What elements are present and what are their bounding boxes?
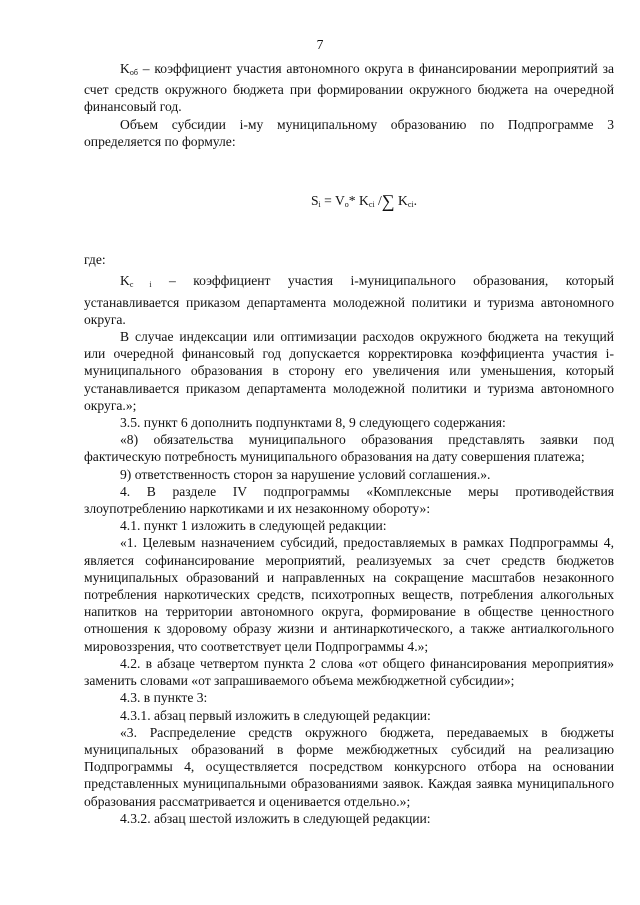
kci-definition-text: – коэффициент участия i-муниципального образования, который устанавливается приказом департамента молодежной политики и туризма автономного округа.: [84, 273, 614, 327]
koeff-definition-text: – коэффициент участия автономного округа в финансировании мероприятий за счет средств окружного бюджета при формировании окружного бюджета на очередной финансовый год.: [84, 61, 614, 115]
paragraph: В случае индексации или оптимизации расходов окружного бюджета на текущий или очередной финансовый год допускается корректировка коэффициента участия i-муниципального образования в сторону его увеличения или уменьшения, который устанавливается приказом департамента молодежной политики и туризма автономного округа.»;: [84, 329, 614, 413]
paragraph: «1. Целевым назначением субсидий, предоставляемых в рамках Подпрограммы 4, является софинансирование мероприятий, реализуемых за счет средств бюджетов муниципальных образований и направленных на сокращение масштабов незаконного потребления наркотических средств, психотропных веществ, потребления алкогольных напитков на территории автономного округа, формирование в обществе ценностного отношения к здоровому образу жизни и антинаркотического, а также антиалкогольного мировоззрения, что соответствует цели Подпрограммы 4.»;: [84, 535, 614, 654]
paragraph: 4.3.1. абзац первый изложить в следующей редакции:: [120, 707, 431, 723]
formula-v-sub: o: [344, 200, 349, 210]
formula-end: .: [413, 193, 418, 209]
document-body: [84, 60, 614, 827]
formula-k-sub: ci: [368, 200, 375, 210]
formula-div: /: [374, 193, 382, 209]
koeff-definition: [84, 60, 614, 116]
kci-symbol-subscript: c i: [129, 280, 152, 290]
paragraph: 4.3. в пункте 3:: [120, 690, 208, 706]
kci-definition: [84, 272, 614, 328]
paragraph: 3.5. пункт 6 дополнить подпунктами 8, 9 следующего содержания:: [120, 415, 506, 431]
koeff-symbol-subscript: oб: [129, 68, 138, 77]
where-label: где:: [84, 252, 106, 268]
sum-sign-icon: ∑: [381, 191, 395, 212]
paragraph: 4. В разделе IV подпрограммы «Комплексные меры противодействия злоупотреблению наркотиками и их незаконному обороту»:: [84, 483, 614, 517]
subsidy-paragraph: Объем субсидии i-му муниципальному образованию по Подпрограмме 3 определяется по формуле:: [84, 116, 614, 149]
paragraph: 4.1. пункт 1 изложить в следующей редакции:: [120, 518, 387, 534]
formula-s-sub: i: [318, 200, 321, 210]
paragraph: 4.3.2. абзац шестой изложить в следующей редакции:: [120, 810, 431, 826]
kci-symbol: K: [120, 273, 130, 289]
formula-mul: * K: [348, 193, 369, 209]
paragraph: 9) ответственность сторон за нарушение условий соглашения.».: [120, 466, 491, 482]
formula-k2-sub: ci: [407, 200, 414, 210]
formula-k2: K: [394, 193, 408, 209]
formula-s: S: [310, 193, 319, 209]
koeff-symbol: K: [120, 61, 130, 76]
subsidy-formula: [84, 192, 614, 213]
paragraph: 4.2. в абзаце четвертом пункта 2 слова «от общего финансирования мероприятия» заменить словами «от запрашиваемого объема межбюджетной субсидии»;: [84, 655, 614, 689]
paragraph: «3. Распределение средств окружного бюджета, передаваемых в бюджеты муниципальных образований в форме межбюджетных субсидий на реализацию Подпрограммы 4, осуществляется посредством конкурсного отбора на основании представленных муниципальными образованиями заявок. Каждая заявка муниципального образования рассматривается и оценивается отдельно.»;: [84, 724, 614, 809]
paragraph: «8) обязательства муниципального образования представлять заявки под фактическую потребность муниципального образования на дату совершения платежа;: [84, 432, 614, 465]
formula-eq: = V: [320, 193, 345, 209]
page-number: 7: [316, 37, 324, 52]
